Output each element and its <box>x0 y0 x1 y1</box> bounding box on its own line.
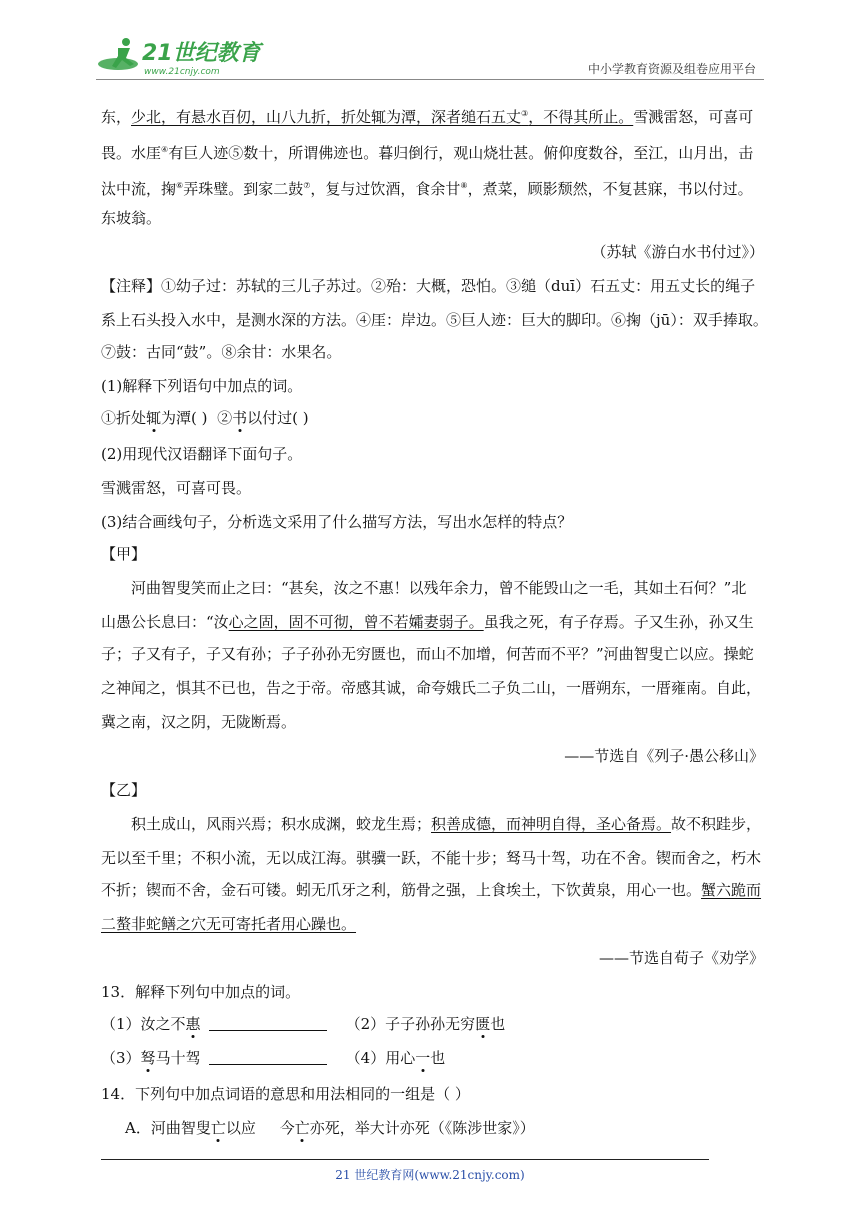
logo-21cnjy <box>96 34 266 80</box>
passage-line: 畏。水厓④有巨人迹⑤数十，所谓佛迹也。暮归倒行，观山烧壮甚。俯仰度数谷，至江，山月出，击 <box>101 144 754 162</box>
question-2-sentence: 雪溅雷怒，可喜可畏。 <box>101 479 252 497</box>
underlined-sentence: 少北，有悬水百仞，山八九折，折处辄为潭，深者缒石五丈③，不得其所止。 <box>131 108 634 126</box>
yi-line: 无以至千里；不积小流，无以成江海。骐骥一跃，不能十步；驽马十驾，功在不舍。锲而舍之，朽木 <box>101 849 762 867</box>
yi-line: 不折；锲而不舍，金石可镂。蚓无爪牙之利，筋骨之强，上食埃土，下饮黄泉，用心一也。蟹六跪而 <box>101 881 762 899</box>
underlined-sentence: 心之固，固不可彻，曾不若孀妻弱子。 <box>228 613 484 631</box>
underlined-sentence: 二螯非蛇鳝之穴无可寄托者用心躁也。 <box>101 915 357 933</box>
notes-line: ⑦鼓：古同“鼓”。⑧余甘：水果名。 <box>101 343 342 361</box>
passage-source: （苏轼《游白水书付过》） <box>591 243 764 261</box>
answer-blank[interactable] <box>209 1016 327 1031</box>
question-14-title: 14．下列句中加点词语的意思和用法相同的一组是（ ） <box>101 1085 470 1103</box>
question-3-title: (3)结合画线句子，分析选文采用了什么描写方法，写出水怎样的特点？ <box>101 513 573 531</box>
yi-label: 【乙】 <box>101 781 147 799</box>
underlined-sentence: 积善成德，而神明自得，圣心备焉。 <box>431 815 672 833</box>
svg-text:21世纪教育: 21世纪教育 <box>142 41 261 66</box>
passage-line: 汰中流，掬⑥弄珠璧。到家二鼓⑦，复与过饮酒，食余甘⑧，煮菜，顾影颓然，不复甚寐，书以付过。 <box>101 180 753 198</box>
page-header <box>0 0 860 86</box>
question-1-title: (1)解释下列语句中加点的词。 <box>101 377 303 395</box>
yi-source: ——节选自荀子《劝学》 <box>598 949 764 967</box>
platform-name: 中小学教育资源及组卷应用平台 <box>587 62 756 76</box>
underlined-sentence: 蟹六跪而 <box>701 881 762 899</box>
svg-text:www.21cnjy.com: www.21cnjy.com <box>144 67 220 77</box>
jia-line: 之神闻之，惧其不已也，告之于帝。帝感其诚，命夸娥氏二子负二山，一厝朔东，一厝雍南。自此， <box>101 679 762 697</box>
yi-line <box>101 914 356 934</box>
jia-label: 【甲】 <box>101 545 147 563</box>
jia-line: 山愚公长息曰：“汝心之固，固不可彻，曾不若孀妻弱子。虽我之死，有子存焉。子又生孙，孙又生 <box>101 613 754 631</box>
jia-line: 子；子又有子，子又有孙；子子孙孙无穷匮也，而山不加增，何苦而不平？”河曲智叟亡以应。操蛇 <box>101 645 754 663</box>
jia-line: 冀之南，汉之阴，无陇断焉。 <box>101 713 297 731</box>
header-divider <box>96 79 764 80</box>
jia-source: ——节选自《列子·愚公移山》 <box>564 747 764 765</box>
question-2-title: (2)用现代汉语翻译下面句子。 <box>101 445 303 463</box>
notes-line: 系上石头投入水中，是测水深的方法。④厓：岸边。⑤巨人迹：巨大的脚印。⑥掬（jū）：双手捧取。 <box>101 311 768 329</box>
passage-line: 东，少北，有悬水百仞，山八九折，折处辄为潭，深者缒石五丈③，不得其所止。雪溅雷怒，可喜可 <box>101 108 754 126</box>
yi-line: 积土成山，风雨兴焉；积水成渊，蛟龙生焉；积善成德，而神明自得，圣心备焉。故不积跬步， <box>131 815 762 833</box>
question-1-items: ①折处辄为潭( ) ②书以付过( ) <box>101 409 309 427</box>
answer-blank[interactable] <box>209 1050 327 1065</box>
footer-divider <box>101 1159 709 1160</box>
question-13-row: （3）驽马十驾 （4）用心一也 <box>101 1049 446 1067</box>
passage-line: 东坡翁。 <box>101 209 162 227</box>
question-14-option-a: A．河曲智叟亡以应 今亡亦死，举大计亦死（《陈涉世家》） <box>125 1119 535 1137</box>
question-13-title: 13．解释下列句中加点的词。 <box>101 983 301 1001</box>
question-13-row: （1）汝之不惠 （2）子子孙孙无穷匮也 <box>101 1015 506 1033</box>
jia-line: 河曲智叟笑而止之曰：“甚矣，汝之不惠！以残年余力，曾不能毁山之一毛，其如土石何？”北 <box>131 579 747 597</box>
notes-line: 【注释】①幼子过：苏轼的三儿子苏过。②殆：大概，恐怕。③缒（duī）石五丈：用五丈长的绳子 <box>101 277 756 295</box>
footer-source: 21 世纪教育网(www.21cnjy.com) <box>335 1168 525 1182</box>
